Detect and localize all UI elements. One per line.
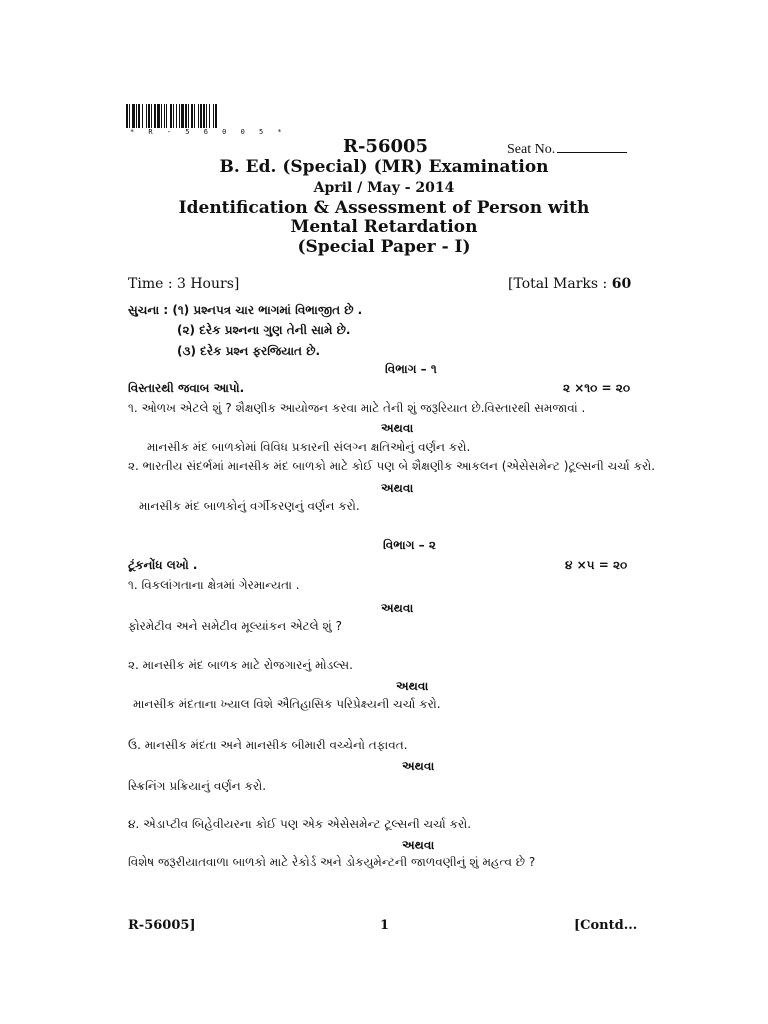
total-marks — [508, 276, 631, 292]
section2-question-2-alt: માનસીક મંદતાના ખ્યાલ વિશે ઐતિહાસિક પરિપ્રેક્ષ્યની ચર્ચા કરો. — [133, 697, 441, 711]
seat-label: Seat No. — [507, 142, 556, 157]
section1-title: વિભાગ – ૧ — [385, 362, 437, 376]
seat-blank-line — [557, 140, 627, 153]
section2-or-1: અથવા — [381, 601, 414, 615]
total-marks-value: 60 — [611, 276, 632, 292]
time-allowed: Time : 3 Hours] — [128, 276, 240, 292]
seat-number-field — [507, 140, 627, 158]
section2-title: વિભાગ – ૨ — [383, 538, 436, 552]
section2-question-1-alt: ફોરમેટીવ અને સમેટીવ મૂલ્યાંકન એટલે શું ? — [128, 619, 342, 633]
section2-question-3: ઉ. માનસીક મંદતા અને માનસીક બીમારી વચ્ચેનો તફાવત. — [128, 738, 408, 752]
section1-or-1: અથવા — [381, 421, 414, 435]
paper-code: R-56005 — [343, 136, 429, 157]
instruction-line-1: સુચના : (૧) પ્રશ્નપત્ર ચાર ભાગમાં વિભાજીત છે . — [128, 303, 363, 317]
instruction-line-2: (૨) દરેક પ્રશ્નના ગુણ તેની સામે છે. — [177, 323, 351, 337]
section2-marks: ૪ ×૫ = ૨૦ — [565, 558, 628, 572]
section1-or-2: અથવા — [381, 481, 414, 495]
footer-page-number: 1 — [380, 918, 390, 933]
section2-or-3: અથવા — [402, 759, 435, 773]
total-marks-label: [Total Marks : — [508, 276, 612, 292]
section2-question-4-alt: વિશેષ જરૂરીયાતવાળા બાળકો માટે રેકોર્ડ અને ડોકયુમેન્ટની જાળવણીનું શું મહત્વ છે ? — [128, 855, 536, 869]
barcode-text: * R - 5 6 0 0 5 * — [130, 128, 287, 136]
section2-heading: ટૂંકનોંધ લખો . — [128, 558, 198, 572]
section2-question-3-alt: સ્ક્રિનિંગ પ્રક્રિયાનું વર્ણન કરો. — [128, 779, 267, 793]
footer-paper-code: R-56005] — [128, 918, 196, 933]
subject-title-line2: Mental Retardation — [290, 217, 478, 237]
section1-heading: વિસ્તારથી જવાબ આપો. — [128, 381, 245, 395]
barcode — [126, 104, 310, 128]
exam-title: B. Ed. (Special) (MR) Examination — [219, 157, 549, 177]
section1-question-1: ૧. ઓળખ એટલે શું ? શૈક્ષણીક આયોજન કરવા માટે તેની શું જરૂરિયાત છે.વિસ્તારથી સમજાવાં . — [128, 401, 586, 415]
footer-continued: [Contd... — [574, 918, 638, 933]
section2-or-2: અથવા — [396, 679, 429, 693]
subject-title-line1: Identification & Assessment of Person with — [178, 198, 590, 218]
instruction-line-3: (૩) દરેક પ્રશ્ન ફરજિયાત છે. — [177, 344, 321, 358]
section2-question-4: ૪. એડાપ્ટીવ બિહેવીયરના કોઈ પણ એક એસેસમેન્ટ ટૂલ્સની ચર્ચા કરો. — [128, 817, 472, 831]
section1-question-2-alt: માનસીક મંદ બાળકોનું વર્ગીકરણનું વર્ણન કરો. — [139, 499, 360, 513]
section2-or-4: અથવા — [402, 838, 435, 852]
section1-question-1-alt: માનસીક મંદ બાળકોમાં વિવિધ પ્રકારની સંલગ્ન ક્ષતિઓનું વર્ણન કરો. — [147, 440, 471, 454]
exam-session: April / May - 2014 — [313, 180, 455, 196]
subject-title-line3: (Special Paper - I) — [297, 237, 471, 257]
section2-question-2: ૨. માનસીક મંદ બાળક માટે રોજગારનું મોડલ્સ. — [128, 658, 353, 672]
section1-question-2: ૨. ભારતીય સંદર્ભમાં માનસીક મંદ બાળકો માટે કોઈ પણ બે શૈક્ષણીક આકલન (એસેસમેન્ટ )ટૂલ્સની ચર્ચા કરો. — [128, 459, 656, 473]
section1-marks: ૨ ×૧૦ = ૨૦ — [563, 381, 631, 395]
section2-question-1: ૧. વિકલાંગતાના ક્ષેત્રમાં ગેરમાન્યતા . — [128, 578, 300, 592]
